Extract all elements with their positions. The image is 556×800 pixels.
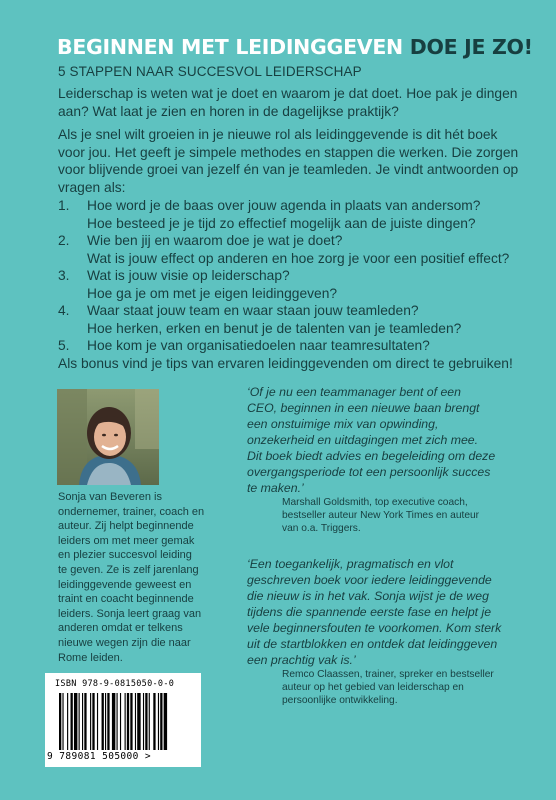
step-number: 5. bbox=[58, 338, 70, 353]
step-question: Hoe besteed je je tijd zo effectief mogelijk aan de juiste dingen? bbox=[87, 215, 476, 231]
barcode-bar bbox=[143, 693, 144, 750]
barcode-bar bbox=[84, 693, 86, 750]
attribution-line: bestseller auteur New York Times en auteur bbox=[282, 510, 480, 522]
step-question: Hoe ga je om met je eigen leidinggeven? bbox=[87, 285, 338, 301]
barcode-bar bbox=[135, 693, 136, 750]
bio-line: leiders om met meer gemak bbox=[58, 534, 195, 547]
endorsement-attribution-goldsmith bbox=[282, 496, 522, 536]
barcode-bar bbox=[92, 693, 94, 750]
endorsement-quote-claassen bbox=[247, 556, 527, 668]
bio-line: leiders. Sonja leert graag van bbox=[58, 607, 202, 620]
attribution-line: auteur op het gebied van leiderschap en bbox=[282, 682, 464, 694]
title-part-dark: DOE JE ZO! bbox=[409, 35, 533, 59]
barcode-bar bbox=[164, 693, 167, 750]
isbn-label: ISBN 978-9-0815050-0-0 bbox=[55, 679, 175, 689]
step-number: 4. bbox=[58, 303, 70, 318]
attribution-line: van o.a. Triggers. bbox=[282, 523, 361, 535]
bio-line: ondernemer, trainer, coach en bbox=[58, 505, 205, 518]
step-item bbox=[58, 337, 528, 355]
quote-line: te maken.’ bbox=[247, 481, 304, 495]
barcode-bar bbox=[160, 693, 162, 750]
barcode-bar bbox=[149, 693, 150, 750]
barcode-bar bbox=[120, 693, 121, 750]
bio-line: en plezier succesvol leiding bbox=[58, 549, 192, 562]
step-question: Hoe kom je van organisatiedoelen naar teamresultaten? bbox=[87, 338, 430, 353]
step-number: 3. bbox=[58, 268, 70, 283]
steps-list bbox=[58, 197, 528, 355]
quote-line: die nieuw is in het vak. Sonja wijst je de weg bbox=[247, 589, 489, 603]
bio-line: anderen omdat er telkens bbox=[58, 622, 183, 635]
quote-line: Dit boek biedt advies en begeleiding om deze bbox=[247, 449, 496, 463]
quote-line: geschreven boek voor iedere leidinggevende bbox=[247, 573, 492, 587]
quote-line: vele beginnersfouten te voorkomen. Kom sterk bbox=[247, 621, 502, 635]
intro-paragraph: Leiderschap is weten wat je doet en waarom je dat doet. Hoe pak je dingen aan? Wat laat je zien en horen in de dagelijkse praktijk? bbox=[58, 86, 518, 119]
quote-line: CEO, beginnen in een nieuwe baan brengt bbox=[247, 401, 480, 415]
barcode-bar bbox=[158, 693, 159, 750]
barcode-bar bbox=[145, 693, 147, 750]
barcode-bar bbox=[127, 693, 129, 750]
step-question: Wie ben jij en waarom doe je wat je doet? bbox=[87, 233, 343, 248]
quote-line: uit de startblokken en ontdek dat leidinggeven bbox=[247, 637, 498, 651]
step-item bbox=[58, 232, 528, 267]
author-bio bbox=[58, 490, 228, 665]
book-subtitle: 5 STAPPEN NAAR SUCCESVOL LEIDERSCHAP bbox=[58, 64, 362, 79]
author-photo bbox=[57, 389, 159, 485]
quote-line: overgangsperiode tot een persoonlijk succes bbox=[247, 465, 491, 479]
barcode-bar bbox=[67, 693, 68, 750]
bio-line: te geven. Ze is zelf jarenlang bbox=[58, 563, 199, 576]
barcode-bar bbox=[130, 693, 132, 750]
bio-line: nieuwe wegen zijn die naar bbox=[58, 636, 191, 649]
endorsement-attribution-claassen bbox=[282, 668, 522, 708]
endorsement-quote-goldsmith bbox=[247, 384, 527, 496]
barcode-bar bbox=[107, 693, 109, 750]
bio-line: traint en coacht beginnende bbox=[58, 593, 194, 606]
attribution-line: Marshall Goldsmith, top executive coach, bbox=[282, 497, 468, 508]
bio-line: auteur. Zij helpt beginnende bbox=[58, 520, 194, 533]
step-number: 2. bbox=[58, 233, 70, 248]
barcode-bar bbox=[59, 693, 61, 750]
quote-line: tijdens die spannende eerste fase en helpt je bbox=[247, 605, 492, 619]
barcode-bar bbox=[79, 693, 80, 750]
step-question: Hoe word je de baas over jouw agenda in plaats van andersom? bbox=[87, 198, 481, 213]
barcode-bar bbox=[97, 693, 98, 750]
barcode-bar bbox=[105, 693, 106, 750]
barcode-bar bbox=[125, 693, 126, 750]
attribution-line: persoonlijke ontwikkeling. bbox=[282, 695, 398, 707]
step-number: 1. bbox=[58, 198, 70, 213]
step-item bbox=[58, 267, 528, 302]
bio-line: leidinggevende geweest en bbox=[58, 578, 192, 591]
barcode-bars bbox=[53, 693, 193, 750]
barcode-bar bbox=[137, 693, 140, 750]
quote-line: een prachtig vak is.’ bbox=[247, 653, 356, 667]
quote-line: ‘Of je nu een teammanager bent of een bbox=[247, 385, 461, 399]
barcode-digits: 9 789081 505000 > bbox=[47, 751, 152, 762]
body-paragraph: Als je snel wilt groeien in je nieuwe rol als leidinggevende is dit hét boek voor jou. Het geeft je simpele methodes en stappen die werken. Die zorgen voor blijvende groei van jezelf én van je teamleden. Je vindt antwoorden op vragen als: bbox=[58, 127, 519, 195]
step-question: Hoe herken, erken en benut je de talenten van je teamleden? bbox=[87, 320, 462, 336]
barcode-bar bbox=[117, 693, 118, 750]
barcode-bar bbox=[102, 693, 104, 750]
attribution-line: Remco Claassen, trainer, spreker en bestseller bbox=[282, 669, 494, 680]
quote-line: onzekerheid en uitdagingen met zich mee. bbox=[247, 433, 479, 447]
quote-line: ‘Een toegankelijk, pragmatisch en vlot bbox=[247, 557, 454, 571]
title-part-white: BEGINNEN MET LEIDINGGEVEN bbox=[57, 35, 410, 59]
step-item bbox=[58, 197, 528, 232]
barcode-bar bbox=[71, 693, 73, 750]
book-title bbox=[57, 35, 533, 59]
barcode-bar bbox=[153, 693, 155, 750]
barcode-bar bbox=[90, 693, 91, 750]
bio-line: Sonja van Beveren is bbox=[58, 491, 162, 503]
barcode-block bbox=[45, 673, 201, 767]
bio-line: Rome leiden. bbox=[58, 651, 123, 664]
barcode-bar bbox=[62, 693, 63, 750]
step-question: Waar staat jouw team en waar staan jouw teamleden? bbox=[87, 303, 419, 318]
barcode-bar bbox=[112, 693, 115, 750]
author-photo-illustration bbox=[57, 389, 159, 485]
step-question: Wat is jouw effect op anderen en hoe zorg je voor een positief effect? bbox=[87, 250, 510, 266]
barcode-bar bbox=[82, 693, 83, 750]
quote-line: een onstuimige mix van opwinding, bbox=[247, 417, 439, 431]
bonus-line: Als bonus vind je tips van ervaren leidinggevenden om direct te gebruiken! bbox=[58, 356, 513, 371]
step-item bbox=[58, 302, 528, 337]
barcode-bar bbox=[74, 693, 77, 750]
step-question: Wat is jouw visie op leiderschap? bbox=[87, 268, 290, 283]
